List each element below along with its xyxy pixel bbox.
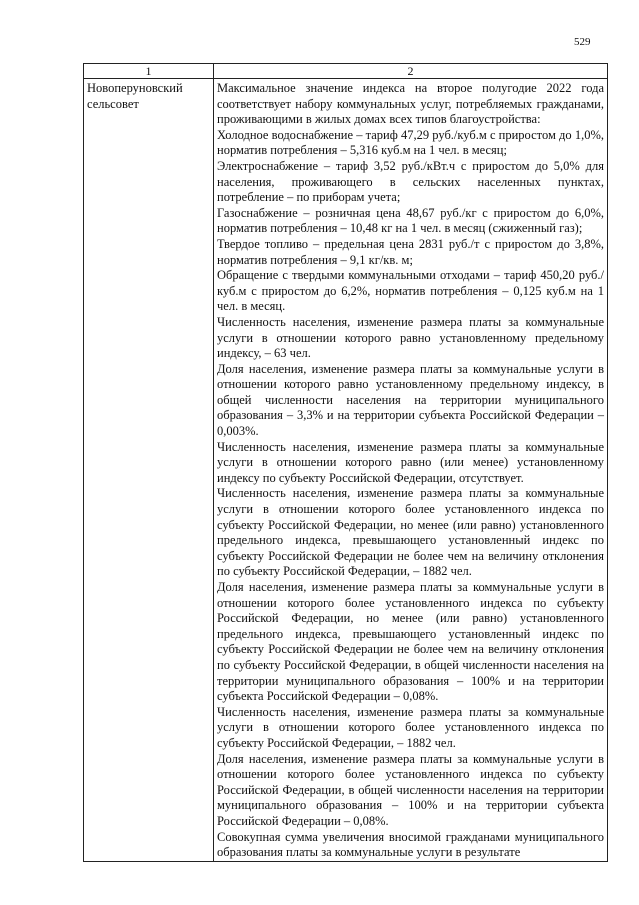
paragraph-share-within-deviation: Доля населения, изменение размера платы за коммунальные услуги в отношении которого более установленного индекса по субъекту Российской Федерации, но менее (или равно) установленного предельного индекса, превышающего установленный индекс по субъекту Российской Федерации не более чем на величину отклонения по субъекту Российской Федерации, в общей численности населения на территории муниципального образования – 100% и на территории субъекта Российской Федерации – 0,08%. (217, 580, 604, 704)
paragraph-population-within-deviation: Численность населения, изменение размера платы за коммунальные услуги в отношении которого более установленного индекса по субъекту Российской Федерации, но менее (или равно) установленного предельного индекса, превышающего установленный индекс по субъекту Российской Федерации не более чем на величину отклонения по субъекту Российской Федерации, – 1882 чел. (217, 486, 604, 579)
paragraph-population-above-index: Численность населения, изменение размера платы за коммунальные услуги в отношении которого более установленного индекса по субъекту Российской Федерации, – 1882 чел. (217, 704, 604, 750)
description-cell (214, 79, 608, 862)
table-row (84, 79, 608, 862)
page-number: 529 (574, 36, 591, 48)
paragraph-share-above-index: Доля населения, изменение размера платы за коммунальные услуги в отношении которого более установленного индекса по субъекту Российской Федерации, в общей численности населения на территории муниципального образования – 100% и на территории субъекта Российской Федерации – 0,08%. (217, 751, 604, 828)
paragraph-solid-fuel: Твердое топливо – предельная цена 2831 руб./т с приростом до 3,8%, норматив потребления – 9,1 кг/кв. м; (217, 236, 604, 267)
paragraph-index-intro: Максимальное значение индекса на второе полугодие 2022 года соответствует набору коммунальных услуг, потребляемых гражданами, проживающими в жилых домах всех типов благоустройства: (217, 81, 604, 127)
column-header-1: 1 (84, 64, 214, 79)
paragraph-electricity: Электроснабжение – тариф 3,52 руб./кВт.ч с приростом до 5,0% для населения, проживающего в сельских населенных пунктах, потребление – по приборам учета; (217, 158, 604, 205)
paragraph-population-equal-limit: Численность населения, изменение размера платы за коммунальные услуги в отношении которого равно установленному предельному индексу, – 63 чел. (217, 314, 604, 361)
paragraph-share-equal-limit: Доля населения, изменение размера платы за коммунальные услуги в отношении которого равно установленному предельному индексу, в общей численности населения на территории муниципального образования – 3,3% и на территории субъекта Российской Федерации – 0,003%. (217, 361, 604, 439)
paragraph-total-increase: Совокупная сумма увеличения вносимой гражданами муниципального образования платы за коммунальные услуги в результате (217, 829, 604, 860)
paragraph-population-below-index: Численность населения, изменение размера платы за коммунальные услуги в отношении которого равно (или менее) установленному индексу по субъекту Российской Федерации, отсутствует. (217, 439, 604, 485)
tariff-table (83, 63, 608, 862)
paragraph-waste: Обращение с твердыми коммунальными отходами – тариф 450,20 руб./куб.м с приростом до 6,2%, норматив потребления – 0,125 куб.м на 1 чел. в месяц. (217, 268, 604, 314)
paragraph-cold-water: Холодное водоснабжение – тариф 47,29 руб./куб.м с приростом до 1,0%, норматив потребления – 5,316 куб.м на 1 чел. в месяц; (217, 127, 604, 158)
column-header-2: 2 (214, 64, 608, 79)
table-header-row (84, 64, 608, 79)
municipality-name-cell: Новоперуновский сельсовет (84, 79, 214, 862)
paragraph-gas: Газоснабжение – розничная цена 48,67 руб./кг с приростом до 6,0%, норматив потребления – 10,48 кг на 1 чел. в месяц (сжиженный газ); (217, 205, 604, 236)
